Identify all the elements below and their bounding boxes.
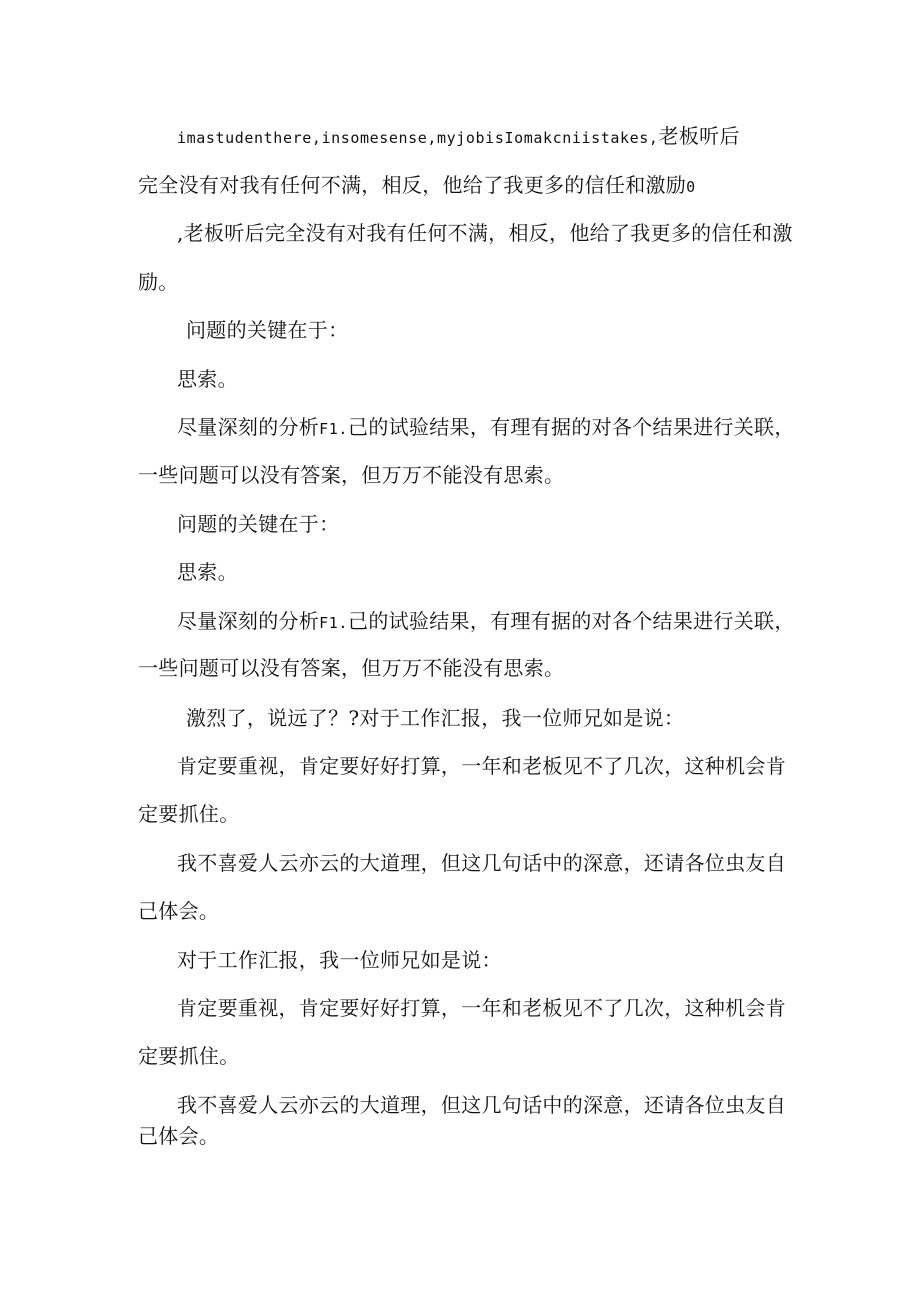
text-line-18: 对于工作汇报，我一位师兄如是说： xyxy=(177,948,502,972)
latin-text: imastudenthere,insomesense,myjobisIomakcniistakes, xyxy=(177,129,659,147)
text-line-20: 定要抓住。 xyxy=(138,1044,240,1068)
text-line-10: 思索。 xyxy=(177,560,238,584)
chinese-text: 老板听后 xyxy=(658,124,740,148)
chinese-text: 己的试验结果，有理有据的对各个结果进行关联， xyxy=(348,415,795,439)
latin-text: F1. xyxy=(319,614,349,632)
text-line-2 xyxy=(138,173,696,199)
text-line-8: 一些问题可以没有答案，但万万不能没有思索。 xyxy=(138,463,565,487)
text-line-1 xyxy=(177,124,740,150)
text-line-15: 定要抓住。 xyxy=(138,802,240,826)
latin-text: 0 xyxy=(686,178,696,196)
text-line-11 xyxy=(177,609,795,635)
text-line-22: 己体会。 xyxy=(138,1124,220,1148)
text-line-21: 我不喜爱人云亦云的大道理，但这几句话中的深意，还请各位虫友自 xyxy=(177,1093,786,1117)
text-line-7 xyxy=(177,415,795,441)
text-line-4: 励。 xyxy=(138,270,179,294)
text-line-14: 肯定要重视，肯定要好好打算，一年和老板见不了几次，这种机会肯 xyxy=(177,754,786,778)
text-line-17: 己体会。 xyxy=(138,899,220,923)
chinese-text: 己的试验结果，有理有据的对各个结果进行关联， xyxy=(348,609,795,633)
text-line-13: 激烈了，说远了？?对于工作汇报，我一位师兄如是说： xyxy=(186,706,685,730)
chinese-text: 尽量深刻的分析 xyxy=(177,415,320,439)
text-line-9: 问题的关键在于： xyxy=(177,512,340,536)
text-line-3: ,老板听后完全没有对我有任何不满，相反，他给了我更多的信任和激 xyxy=(177,221,793,245)
chinese-text: 完全没有对我有任何不满，相反，他给了我更多的信任和激励 xyxy=(138,173,687,197)
chinese-text: 尽量深刻的分析 xyxy=(177,609,320,633)
text-line-19: 肯定要重视，肯定要好好打算，一年和老板见不了几次，这种机会肯 xyxy=(177,996,786,1020)
text-line-5: 问题的关键在于： xyxy=(186,318,349,342)
text-line-12: 一些问题可以没有答案，但万万不能没有思索。 xyxy=(138,656,565,680)
text-line-6: 思索。 xyxy=(177,367,238,391)
text-line-16: 我不喜爱人云亦云的大道理，但这几句话中的深意，还请各位虫友自 xyxy=(177,851,786,875)
latin-text: F1. xyxy=(319,420,349,438)
